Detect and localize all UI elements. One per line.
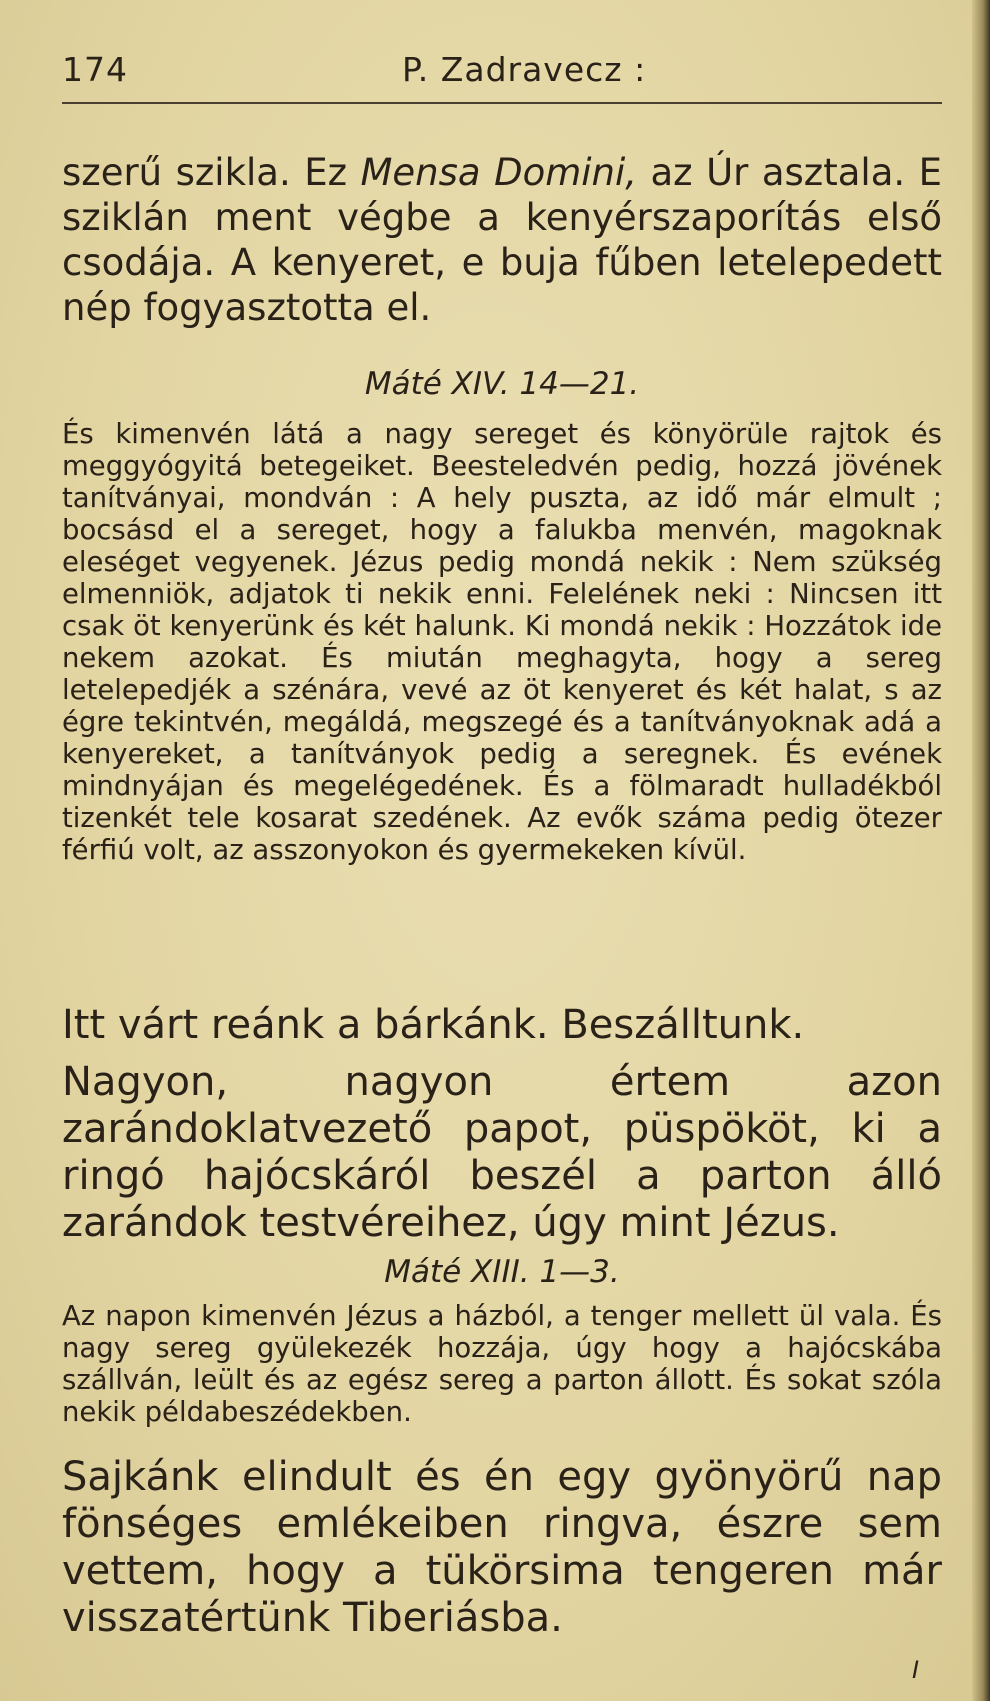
page-edge [972,0,990,1701]
paragraph-1-text-a: szerű szikla. Ez [62,151,361,194]
paragraph-3: Nagyon, nagyon értem azon zarándoklatvezető papot, püspököt, ki a ringó hajócskáról beszél a parton álló zarándok testvéreihez, úgy mint Jézus. [62,1059,942,1246]
scripture-quote-1: És kimenvén látá a nagy sereget és könyörüle rajtok és meggyógyitá betegeiket. Beesteledvén pedig, hozzá jövének tanítványai, mondván : A hely puszta, az idő már elmult ; bocsásd el a sereget, hogy a falukba menvén, magoknak eleséget vegyenek. Jézus pedig mondá nekik : Nem szükség elmenniök, adjatok ti nekik enni. Felelének neki : Nincsen itt csak öt kenyerünk és két halunk. Ki mondá nekik : Hozzátok ide nekem azokat. És miután meghagyta, hogy a sereg letelepedjék a szénára, vevé az öt kenyeret és két halat, s az égre tekintvén, megáldá, megszegé és a tanítványoknak adá a kenyereket, a tanítványok pedig a seregnek. És evének mindnyájan és megelégedének. És a fölmaradt hulladékból tizenkét tele kosarat szedének. Az evők száma pedig ötezer férfiú volt, az asszonyokon és gyermekeken kívül. [62,418,942,866]
scripture-reference-1: Máté XIV. 14—21. [364,366,640,402]
header-rule [62,102,942,104]
paragraph-1-italic: Mensa Domini, [360,151,638,194]
paragraph-1 [62,150,942,330]
running-head: P. Zadravecz : [402,50,647,89]
paragraph-2: Itt várt reánk a bárkánk. Beszálltunk. [62,1002,805,1048]
scripture-quote-2: Az napon kimenvén Jézus a házból, a tenger mellett ül vala. És nagy sereg gyülekezék hozzája, úgy hogy a hajócskába szállván, leült és az egész sereg a parton állott. És sokat szóla nekik példabeszédekben. [62,1300,942,1428]
paragraph-4: Sajkánk elindult és én egy gyönyörű nap fönséges emlékeiben ringva, észre sem vettem, hogy a tükörsima tengeren már visszatértünk Tiberiásba. [62,1454,942,1641]
page-header [62,44,942,94]
paragraph-1-text-b: az Úr asztala. E sziklán ment végbe a kenyérszaporítás első csodája. A kenyeret, e buja fűben letelepedett nép fogyasztotta el. [62,151,942,329]
page-number: 174 [62,50,128,89]
scripture-reference-2: Máté XIII. 1—3. [384,1254,620,1290]
footer-mark: I [912,1656,920,1684]
